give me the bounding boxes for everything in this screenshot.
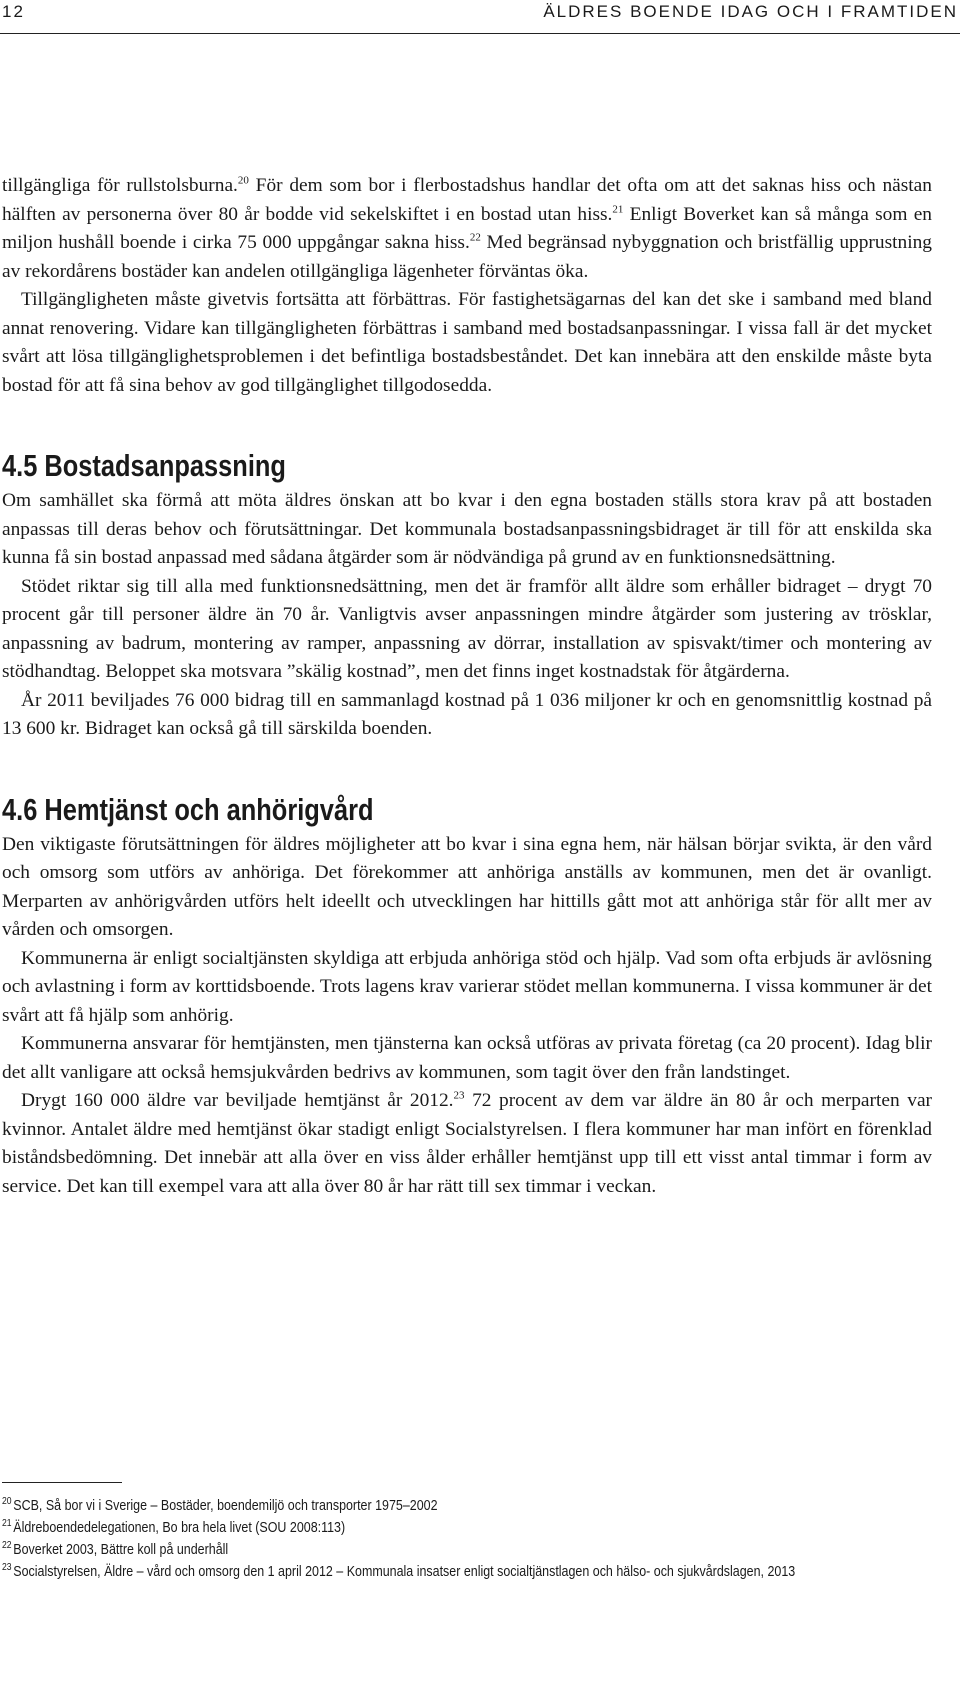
footnote-number: 23 [2, 1562, 12, 1574]
header-rule [0, 33, 960, 34]
running-header [0, 0, 960, 34]
paragraph: Kommunerna är enligt socialtjänsten skyldiga att erbjuda anhöriga stöd och hjälp. Vad som ofta erbjuds är avlösning och avlastning i form av korttidsboende. Trots lagens krav varierar stödet mellan kommunerna. I vissa kommuner är det svårt att få hjälp som anhörig. [2, 947, 932, 1026]
paragraph: Stödet riktar sig till alla med funktionsnedsättning, men det är framför allt äldre som erhåller bidraget – drygt 70 procent går till personer äldre än 70 år. Vanligtvis avser anpassningen mindre åtgärder som justering av trösklar, anpassning av badrum, montering av ramper, anpassning av dörrar, installation av spisvakt/timer och montering av stödhandtag. Beloppet ska motsvara ”skälig kostnad”, men det finns inget kostnadstak för åtgärderna. [2, 575, 932, 682]
footnote-20 [2, 1495, 939, 1517]
footnote-ref-20[interactable]: 20 [237, 174, 249, 187]
paragraph: Den viktigaste förutsättningen för äldres möjligheter att bo kvar i sina egna hem, när hälsan börjar svikta, är den vård och omsorg som utförs av anhöriga. Det förekommer att anhöriga anställs av kommunen, men det är ovanligt. Merparten av anhörigvården utförs helt ideellt och utvecklingen har hittills gått mot att anhöriga står för allt mer av vården och omsorgen. [2, 833, 932, 940]
text-run: Enligt Boverket kan så många som en miljon hushåll boende i cirka 75 000 uppgångar sakna hiss. [2, 203, 933, 253]
text-run: 72 procent av dem var äldre än 80 år och merparten var kvinnor. Antalet äldre med hemtjänst ökar stadigt enligt Socialstyrelsen. I flera kommuner har man infört en förenklad biståndsbedömning. Det innebär att alla över en viss ålder erhåller hemtjänst upp till ett visst antal timmar i form av service. Det kan till exempel vara att alla över 80 år har rätt till sex timmar i veckan. [2, 1090, 933, 1197]
footnote-text: Boverket 2003, Bättre koll på underhåll [13, 1542, 229, 1558]
book-title: ÄLDRES BOENDE IDAG OCH I FRAMTIDEN [543, 2, 958, 21]
footnote-22 [2, 1539, 939, 1561]
text-run: Drygt 160 000 äldre var beviljade hemtjänst år 2012. [21, 1090, 454, 1111]
footnote-21 [2, 1517, 939, 1539]
footnote-number: 21 [2, 1518, 12, 1530]
footnote-text: SCB, Så bor vi i Sverige – Bostäder, boendemiljö och transporter 1975–2002 [13, 1498, 438, 1514]
text-run: För dem som bor i flerbostadshus handlar det ofta om att det saknas hiss och nästan hälften av personerna över 80 år bodde vid sekelskiftet i en bostad utan hiss. [2, 175, 932, 225]
footnotes [2, 1482, 932, 1583]
footnote-rule [2, 1482, 122, 1483]
paragraph: Om samhället ska förmå att möta äldres önskan att bo kvar i den egna bostaden ställs stora krav på att bostaden anpassas till deras behov och förutsättningar. Det kommunala bostadsanpassningsbidraget är till för att enskilda ska kunna få sin bostad anpassad med sådana åtgärder som är nödvändiga på grund av en funktionsnedsättning. [2, 490, 932, 568]
text-run: Med begränsad nybyggnation och bristfällig upprustning av rekordårens bostäder kan andelen otillgängliga lägenheter förväntas öka. [2, 232, 932, 282]
section-heading-4-6: 4.6 Hemtjänst och anhörigvård [2, 791, 374, 827]
footnote-text: Socialstyrelsen, Äldre – vård och omsorg den 1 april 2012 – Kommunala insatser enligt socialtjänstlagen och hälso- och sjukvårdslagen, 2013 [13, 1564, 796, 1580]
footnote-number: 22 [2, 1540, 12, 1552]
paragraph: År 2011 beviljades 76 000 bidrag till en sammanlagd kostnad på 1 036 miljoner kr och en genomsnittlig kostnad på 13 600 kr. Bidraget kan också gå till särskilda boenden. [2, 689, 932, 739]
text-run: tillgängliga för rullstolsburna. [2, 175, 238, 196]
paragraph: Tillgängligheten måste givetvis fortsätta att förbättras. För fastighetsägarnas del kan det ske i samband med bland annat renovering. Vidare kan tillgängligheten förbättras i samband med bostadsanpassningar. I vissa fall är det mycket svårt att lösa tillgänglighetsproblemen i det befintliga bostadsbeståndet. Det kan innebära att den enskilde måste byta bostad för att få sina behov av god tillgänglighet tillgodosedda. [2, 289, 932, 396]
section-heading-4-5: 4.5 Bostadsanpassning [2, 448, 286, 483]
paragraph [2, 172, 932, 286]
paragraph [2, 1087, 932, 1201]
footnote-ref-22[interactable]: 22 [469, 231, 481, 244]
footnote-ref-21[interactable]: 21 [612, 203, 624, 216]
body-text [2, 172, 932, 1201]
paragraph: Kommunerna ansvarar för hemtjänsten, men tjänsterna kan också utföras av privata företag (ca 20 procent). Idag blir det allt vanligare att också hemsjukvården bedrivs av kommunen, som tagit över den från landstinget. [2, 1033, 932, 1083]
footnote-text: Äldreboendedelegationen, Bo bra hela livet (SOU 2008:113) [13, 1520, 346, 1536]
page-number: 12 [2, 2, 25, 21]
footnote-ref-23[interactable]: 23 [453, 1089, 465, 1102]
footnote-number: 20 [2, 1496, 12, 1508]
footnote-23 [2, 1561, 939, 1583]
